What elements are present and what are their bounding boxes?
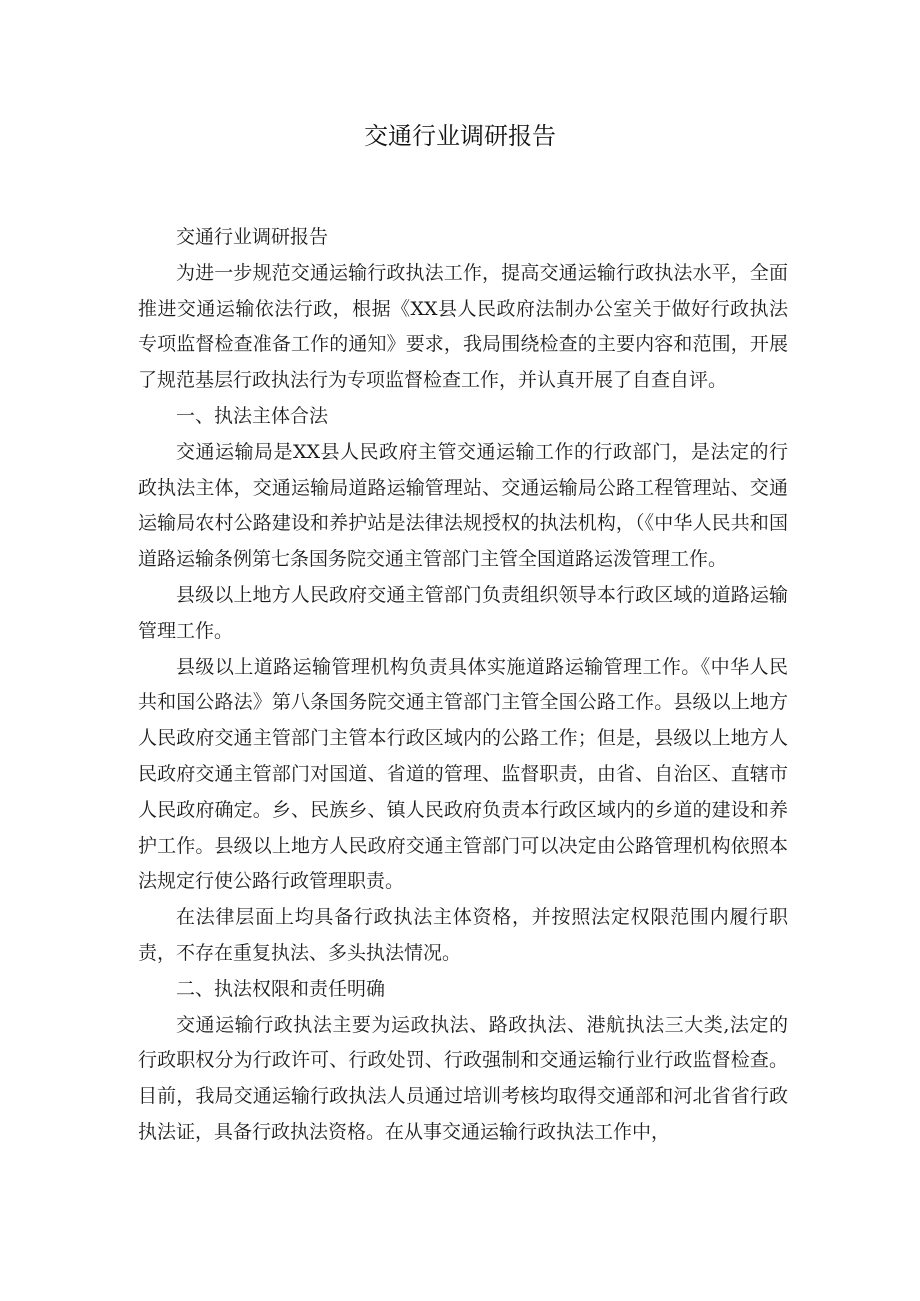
paragraph: 县级以上道路运输管理机构负责具体实施道路运输管理工作。《中华人民共和国公路法》第八条国务院交通主管部门主管全国公路工作。县级以上地方人民政府交通主管部门主管本行政区域内的公路工作；但是，县级以上地方人民政府交通主管部门对国道、省道的管理、监督职责，由省、自治区、直辖市人民政府确定。乡、民族乡、镇人民政府负责本行政区域内的乡道的建设和养护工作。县级以上地方人民政府交通主管部门可以决定由公路管理机构依照本法规定行使公路行政管理职责。 xyxy=(138,655,788,893)
paragraph: 在法律层面上均具备行政执法主体资格，并按照法定权限范围内履行职责，不存在重复执法、多头执法情况。 xyxy=(138,906,788,964)
paragraph: 县级以上地方人民政府交通主管部门负责组织领导本行政区域的道路运输管理工作。 xyxy=(138,583,788,642)
paragraph: 交通运输局是XX县人民政府主管交通运输工作的行政部门，是法定的行政执法主体，交通运输局道路运输管理站、交通运输局公路工程管理站、交通运输局农村公路建设和养护站是法律法规授权的执法机构，（《中华人民共和国道路运输条例第七条国务院交通主管部门主管全国道路运泼管理工作。 xyxy=(138,440,788,571)
section-heading-1: 一、执法主体合法 xyxy=(176,404,329,427)
document-body xyxy=(138,220,788,1151)
paragraph: 交通运输行政执法主要为运政执法、路政执法、港航执法三大类,法定的行政职权分为行政许可、行政处罚、行政强制和交通运输行业行政监督检查。目前，我局交通运输行政执法人员通过培训考核均取得交通部和河北省省行政执法证，具备行政执法资格。在从事交通运输行政执法工作中， xyxy=(138,1013,788,1143)
document-title: 交通行业调研报告 xyxy=(364,122,556,150)
paragraph-intro: 为进一步规范交通运输行政执法工作，提高交通运输行政执法水平，全面推进交通运输依法行政，根据《XX县人民政府法制办公室关于做好行政执法专项监督检查准备工作的通知》要求，我局围绕检查的主要内容和范围，开展了规范基层行政执法行为专项监督检查工作，并认真开展了自查自评。 xyxy=(138,261,788,392)
section-heading-2: 二、执法权限和责任明确 xyxy=(176,977,386,1000)
paragraph-subtitle: 交通行业调研报告 xyxy=(176,226,329,248)
